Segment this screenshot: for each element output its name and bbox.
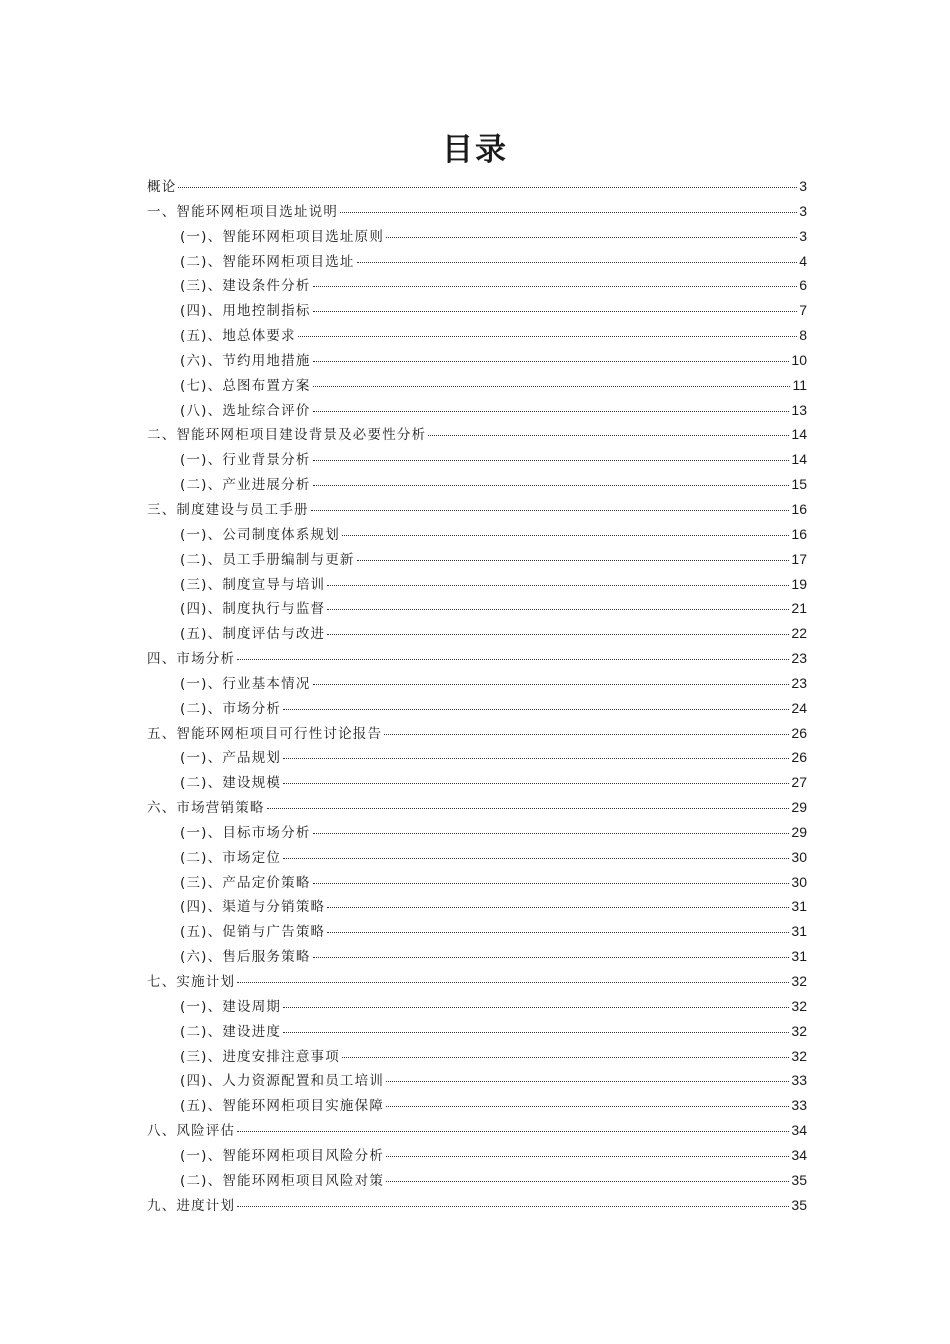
toc-dot-leader <box>283 709 789 710</box>
toc-entry-page-number: 24 <box>791 699 807 716</box>
toc-entry[interactable] <box>147 921 807 946</box>
toc-dot-leader <box>386 237 797 238</box>
toc-entry[interactable] <box>147 698 807 723</box>
toc-entry-label: (二)、市场分析 <box>180 700 282 717</box>
toc-dot-leader <box>313 460 790 461</box>
toc-entry-page-number: 13 <box>791 401 807 418</box>
toc-entry[interactable] <box>147 226 807 251</box>
toc-entry-label: (三)、制度宣导与培训 <box>180 576 326 593</box>
toc-entry-label: (一)、智能环网柜项目风险分析 <box>180 1147 385 1164</box>
toc-entry[interactable] <box>147 201 807 226</box>
toc-dot-leader <box>178 187 797 188</box>
toc-entry[interactable] <box>147 1021 807 1046</box>
toc-entry[interactable] <box>147 623 807 648</box>
toc-entry[interactable] <box>147 1195 807 1220</box>
toc-dot-leader <box>313 833 790 834</box>
toc-entry[interactable] <box>147 797 807 822</box>
toc-entry-label: (二)、智能环网柜项目选址 <box>180 253 355 270</box>
toc-entry-page-number: 22 <box>791 625 807 642</box>
toc-dot-leader <box>340 212 797 213</box>
toc-entry[interactable] <box>147 1046 807 1071</box>
toc-entry[interactable] <box>147 1170 807 1195</box>
toc-entry-page-number: 11 <box>792 376 807 393</box>
toc-dot-leader <box>298 336 797 337</box>
toc-entry-label: 六、市场营销策略 <box>147 800 265 817</box>
toc-entry-page-number: 23 <box>791 650 807 667</box>
toc-entry-label: (一)、行业基本情况 <box>180 675 311 692</box>
toc-entry-page-number: 32 <box>791 997 807 1014</box>
toc-entry-page-number: 10 <box>791 351 807 368</box>
toc-entry[interactable] <box>147 1120 807 1145</box>
toc-entry[interactable] <box>147 176 807 201</box>
toc-entry[interactable] <box>147 375 807 400</box>
toc-entry-label: 二、智能环网柜项目建设背景及必要性分析 <box>147 427 427 444</box>
toc-entry[interactable] <box>147 971 807 996</box>
toc-entry-label: (五)、促销与广告策略 <box>180 924 326 941</box>
toc-entry[interactable] <box>147 275 807 300</box>
toc-entry[interactable] <box>147 747 807 772</box>
toc-entry[interactable] <box>147 449 807 474</box>
toc-entry-page-number: 17 <box>791 550 807 567</box>
toc-entry[interactable] <box>147 822 807 847</box>
toc-entry-page-number: 26 <box>791 749 807 766</box>
toc-dot-leader <box>237 1131 789 1132</box>
toc-entry-label: (五)、制度评估与改进 <box>180 626 326 643</box>
toc-entry-label: (二)、市场定位 <box>180 849 282 866</box>
toc-entry[interactable] <box>147 300 807 325</box>
toc-entry[interactable] <box>147 946 807 971</box>
toc-entry-label: (三)、进度安排注意事项 <box>180 1048 340 1065</box>
toc-dot-leader <box>428 435 789 436</box>
toc-dot-leader <box>237 1206 789 1207</box>
toc-dot-leader <box>327 634 789 635</box>
toc-entry-label: (三)、产品定价策略 <box>180 874 311 891</box>
toc-dot-leader <box>386 1106 789 1107</box>
toc-entry-label: (一)、目标市场分析 <box>180 824 311 841</box>
toc-entry-page-number: 32 <box>791 1047 807 1064</box>
toc-entry[interactable] <box>147 400 807 425</box>
toc-entry-label: (四)、用地控制指标 <box>180 303 311 320</box>
toc-entry-label: (一)、建设周期 <box>180 998 282 1015</box>
toc-dot-leader <box>283 1032 789 1033</box>
toc-dot-leader <box>313 883 790 884</box>
toc-entry-page-number: 23 <box>791 674 807 691</box>
toc-entry-label: (二)、建设进度 <box>180 1023 282 1040</box>
toc-dot-leader <box>313 957 790 958</box>
toc-entry-label: (四)、渠道与分销策略 <box>180 899 326 916</box>
toc-dot-leader <box>386 1181 789 1182</box>
toc-dot-leader <box>313 411 790 412</box>
toc-dot-leader <box>386 1156 789 1157</box>
toc-entry-page-number: 4 <box>799 252 807 269</box>
toc-entry-page-number: 30 <box>791 873 807 890</box>
toc-dot-leader <box>342 535 789 536</box>
toc-entry[interactable] <box>147 673 807 698</box>
toc-entry-page-number: 29 <box>791 799 807 816</box>
toc-dot-leader <box>327 585 789 586</box>
toc-entry-label: (二)、员工手册编制与更新 <box>180 551 355 568</box>
toc-entry-page-number: 15 <box>791 476 807 493</box>
toc-entry-label: 五、智能环网柜项目可行性讨论报告 <box>147 725 383 742</box>
toc-entry-label: (二)、产业进展分析 <box>180 477 311 494</box>
toc-entry-page-number: 26 <box>791 724 807 741</box>
toc-entry-page-number: 3 <box>799 227 807 244</box>
toc-entry[interactable] <box>147 996 807 1021</box>
toc-entry-label: (四)、人力资源配置和员工培训 <box>180 1073 385 1090</box>
toc-entry-label: 七、实施计划 <box>147 974 236 990</box>
toc-entry-page-number: 35 <box>791 1171 807 1188</box>
toc-entry-page-number: 21 <box>791 600 807 617</box>
toc-dot-leader <box>283 758 789 759</box>
toc-dot-leader <box>357 560 790 561</box>
toc-dot-leader <box>384 734 789 735</box>
toc-entry-label: (五)、智能环网柜项目实施保障 <box>180 1098 385 1115</box>
toc-entry[interactable] <box>147 648 807 673</box>
toc-entry-label: 八、风险评估 <box>147 1123 236 1140</box>
toc-entry-page-number: 34 <box>791 1122 807 1139</box>
toc-entry-page-number: 34 <box>791 1146 807 1163</box>
toc-entry[interactable] <box>147 896 807 921</box>
toc-entry-page-number: 31 <box>791 948 807 965</box>
toc-entry-page-number: 32 <box>791 973 807 989</box>
toc-entry-label: (一)、智能环网柜项目选址原则 <box>180 228 385 245</box>
toc-entry-label: 一、智能环网柜项目选址说明 <box>147 203 339 220</box>
toc-entry-page-number: 14 <box>791 426 807 443</box>
toc-entry-label: (一)、产品规划 <box>180 750 282 767</box>
toc-entry-page-number: 6 <box>799 277 807 294</box>
toc-dot-leader <box>313 286 798 287</box>
toc-entry-label: (四)、制度执行与监督 <box>180 601 326 618</box>
table-of-contents <box>147 176 807 1219</box>
toc-entry-label: (八)、选址综合评价 <box>180 402 311 419</box>
toc-entry-page-number: 32 <box>791 1022 807 1039</box>
toc-dot-leader <box>267 808 790 809</box>
toc-entry-label: 概论 <box>147 179 177 195</box>
toc-entry-label: (二)、智能环网柜项目风险对策 <box>180 1172 385 1189</box>
toc-entry-page-number: 16 <box>791 525 807 542</box>
toc-entry[interactable] <box>147 350 807 375</box>
toc-entry-label: (三)、建设条件分析 <box>180 278 311 295</box>
toc-dot-leader <box>357 262 798 263</box>
toc-dot-leader <box>237 982 789 983</box>
toc-entry[interactable] <box>147 598 807 623</box>
toc-entry-page-number: 14 <box>791 451 807 468</box>
toc-entry[interactable] <box>147 723 807 748</box>
toc-entry-label: (一)、行业背景分析 <box>180 452 311 469</box>
toc-entry-page-number: 8 <box>799 327 807 344</box>
toc-dot-leader <box>237 659 789 660</box>
toc-entry-label: (六)、售后服务策略 <box>180 949 311 966</box>
toc-entry-label: 九、进度计划 <box>147 1197 236 1214</box>
toc-entry[interactable] <box>147 251 807 276</box>
toc-entry-page-number: 27 <box>791 774 807 791</box>
toc-dot-leader <box>283 783 789 784</box>
toc-entry[interactable] <box>147 474 807 499</box>
toc-dot-leader <box>283 1007 789 1008</box>
toc-entry-label: (七)、总图布置方案 <box>180 377 311 394</box>
toc-dot-leader <box>327 907 789 908</box>
toc-entry-page-number: 35 <box>791 1196 807 1213</box>
toc-entry[interactable] <box>147 524 807 549</box>
toc-dot-leader <box>313 386 791 387</box>
toc-entry[interactable] <box>147 872 807 897</box>
toc-entry[interactable] <box>147 772 807 797</box>
toc-entry[interactable] <box>147 847 807 872</box>
toc-dot-leader <box>327 609 789 610</box>
toc-entry[interactable] <box>147 499 807 524</box>
toc-entry-label: 三、制度建设与员工手册 <box>147 501 309 518</box>
toc-entry-page-number: 31 <box>791 898 807 915</box>
toc-entry-page-number: 31 <box>791 923 807 940</box>
toc-dot-leader <box>386 1081 789 1082</box>
toc-entry[interactable] <box>147 549 807 574</box>
toc-entry-page-number: 19 <box>791 575 807 592</box>
toc-dot-leader <box>311 510 790 511</box>
toc-entry-page-number: 30 <box>791 848 807 865</box>
toc-entry-page-number: 3 <box>799 178 807 194</box>
toc-entry-label: (六)、节约用地措施 <box>180 352 311 369</box>
toc-entry-page-number: 33 <box>791 1097 807 1114</box>
toc-dot-leader <box>327 932 789 933</box>
toc-entry-label: 四、市场分析 <box>147 651 236 668</box>
page-title: 目录 <box>442 132 508 168</box>
toc-dot-leader <box>313 311 798 312</box>
toc-entry-page-number: 33 <box>791 1072 807 1089</box>
toc-entry[interactable] <box>147 325 807 350</box>
toc-entry[interactable] <box>147 1070 807 1095</box>
toc-entry-label: (五)、地总体要求 <box>180 328 296 345</box>
toc-dot-leader <box>313 361 790 362</box>
toc-entry[interactable] <box>147 1095 807 1120</box>
toc-entry-page-number: 16 <box>791 500 807 517</box>
toc-dot-leader <box>313 485 790 486</box>
toc-entry-page-number: 7 <box>799 302 807 319</box>
toc-dot-leader <box>313 684 790 685</box>
toc-entry-label: (二)、建设规模 <box>180 775 282 792</box>
toc-entry-page-number: 29 <box>791 823 807 840</box>
toc-entry-page-number: 3 <box>799 202 807 219</box>
toc-dot-leader <box>342 1057 789 1058</box>
toc-entry-label: (一)、公司制度体系规划 <box>180 526 340 543</box>
toc-dot-leader <box>283 858 789 859</box>
toc-entry[interactable] <box>147 1145 807 1170</box>
toc-entry[interactable] <box>147 574 807 599</box>
toc-entry[interactable] <box>147 424 807 449</box>
